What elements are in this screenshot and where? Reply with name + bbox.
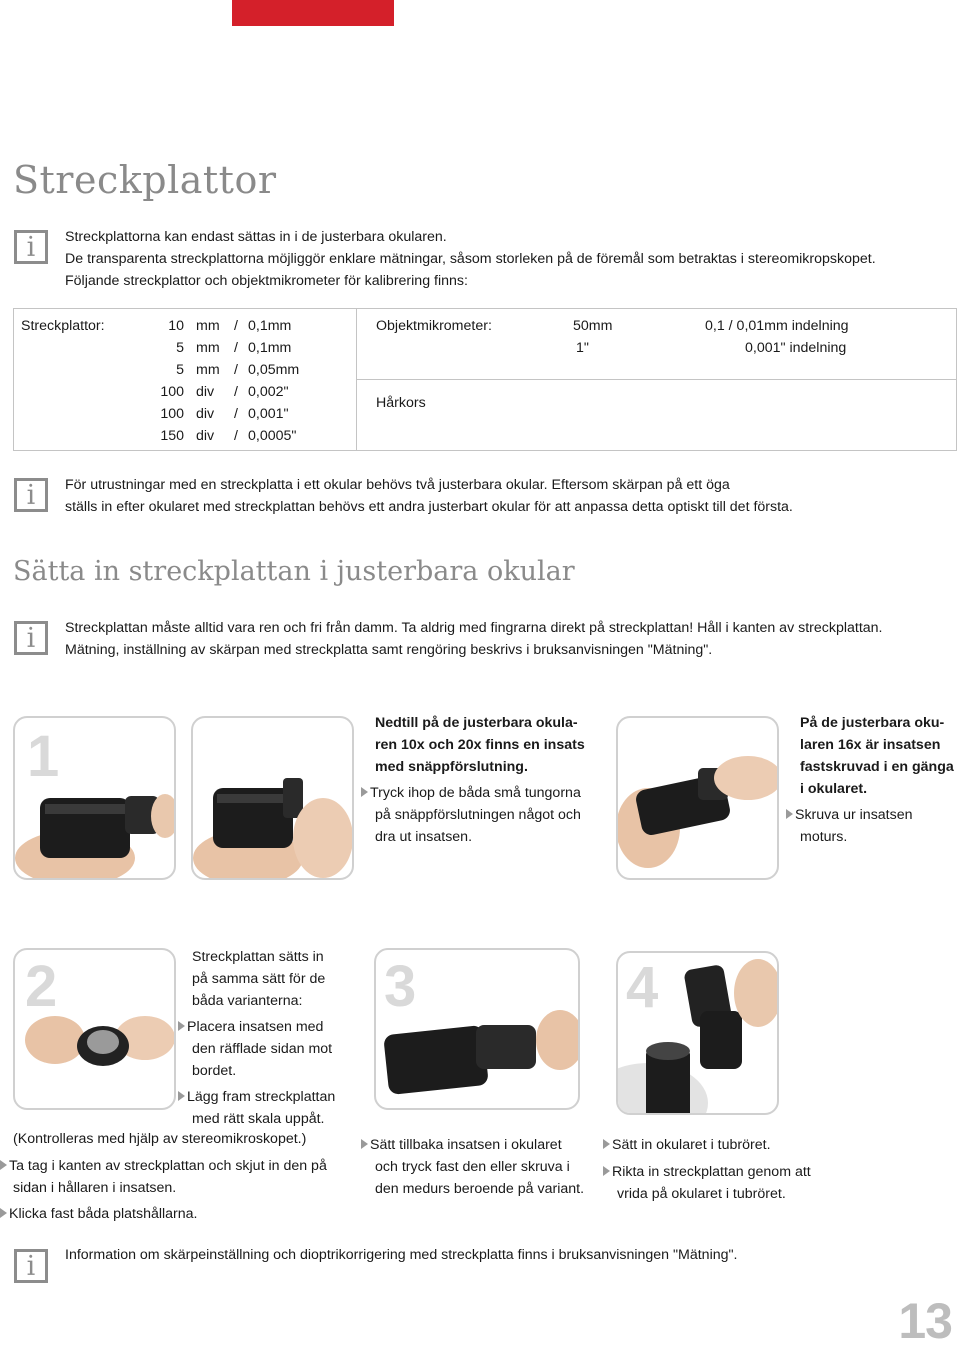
info-text: För utrustningar med en streckplatta i ett okular behövs två justerbara okular. Eftersom skärpan på ett öga ställs in efter okularet med streckplattan behövs ett andra justerbart okular för att anpassa detta optiskt till det första. xyxy=(65,477,793,515)
step1-right-heading: På de justerbara oku- laren 16x är insatsen fastskruvad i en gänga i okularet. xyxy=(800,715,954,797)
eyepiece-hand-illustration xyxy=(193,718,354,880)
micrometer-size: 1" xyxy=(576,340,589,356)
bullet-arrow-icon xyxy=(603,1166,610,1176)
step-number: 1 xyxy=(27,724,60,789)
step2-bullet: Lägg fram streckplattan med rätt skala uppåt. xyxy=(178,1086,335,1130)
bullet-arrow-icon xyxy=(361,787,368,797)
step-number: 3 xyxy=(384,954,417,1019)
info-icon: i xyxy=(14,1249,48,1283)
bullet-arrow-icon xyxy=(603,1139,610,1149)
step2-bullet: Ta tag i kanten av streckplattan och skjut in den på sidan i hållaren i insatsen. xyxy=(0,1155,327,1199)
bullet-arrow-icon xyxy=(786,809,793,819)
step3-bullet: Sätt tillbaka insatsen i okularet och tryck fast den eller skruva i den medurs beroende på variant. xyxy=(361,1134,584,1200)
reticle-row: 5 mm / 0,1mm xyxy=(176,340,292,356)
reticle-row: 10 mm / 0,1mm xyxy=(168,318,292,334)
eyepiece-tube-illustration xyxy=(618,953,779,1115)
info-text: Information om skärpeinställning och dioptrikorrigering med streckplatta finns i bruksanvisningen "Mätning". xyxy=(65,1247,738,1263)
step1-photo-c xyxy=(616,716,779,880)
reticle-row: 150 div / 0,0005" xyxy=(160,428,297,444)
step2-intro: Streckplattan sätts in på samma sätt för de båda varianterna: xyxy=(192,949,326,1009)
section-title: Sätta in streckplattan i justerbara okular xyxy=(13,556,575,587)
page-title: Streckplattor xyxy=(13,158,277,202)
crosshair-label: Hårkors xyxy=(376,395,426,411)
step1-photo-a xyxy=(13,716,176,880)
step-number: 4 xyxy=(626,955,659,1020)
micrometer-size: 50mm xyxy=(573,318,613,334)
step1-heading: Nedtill på de justerbara okula- ren 10x och 20x finns en insats med snäppförslutning. xyxy=(375,715,585,775)
micrometer-value: 0,001" indelning xyxy=(745,340,847,356)
micrometer-value: 0,1 / 0,01mm indelning xyxy=(705,318,849,334)
intro-line: De transparenta streckplattorna möjliggör enklare mätningar, såsom storleken på de föremål som betraktas i stereomikropskopet. xyxy=(65,251,876,267)
table-divider xyxy=(357,379,957,380)
step1-photo-b xyxy=(191,716,354,880)
step2-photo xyxy=(13,948,176,1110)
reticle-row: 5 mm / 0,05mm xyxy=(176,362,300,378)
bullet-arrow-icon xyxy=(361,1139,368,1149)
bullet-arrow-icon xyxy=(178,1091,185,1101)
reticle-list xyxy=(140,315,350,447)
step2-bullet: Klicka fast båda platshållarna. xyxy=(0,1203,198,1225)
step1-right-bullet: Skruva ur insatsen moturs. xyxy=(786,804,913,848)
step4-photo xyxy=(616,951,779,1115)
reticle-insert-illustration xyxy=(15,950,176,1110)
info-icon: i xyxy=(14,621,48,655)
info-text: Streckplattan måste alltid vara ren och fri från damm. Ta aldrig med fingrarna direkt på streckplattan! Håll i kanten av streckplattan. Mätning, inställning av skärpan med streckplatta samt rengöring beskrivs i bruksanvisningen "Mätning". xyxy=(65,620,883,658)
eyepiece-hand-illustration xyxy=(15,718,176,880)
reticle-row: 100 div / 0,001" xyxy=(160,406,289,422)
step2-note: (Kontrolleras med hjälp av stereomikroskopet.) xyxy=(13,1131,307,1147)
intro-text xyxy=(65,226,876,292)
bullet-arrow-icon xyxy=(0,1160,7,1170)
intro-line: Streckplattorna kan endast sättas in i de justerbara okularen. xyxy=(65,229,447,245)
eyepiece-hand-illustration xyxy=(618,718,779,880)
reticles-label: Streckplattor: xyxy=(21,318,105,334)
info-icon: i xyxy=(14,478,48,512)
reticle-row: 100 div / 0,002" xyxy=(160,384,289,400)
step4-bullet: Rikta in streckplattan genom att vrida på okularet i tubröret. xyxy=(603,1161,811,1205)
header-accent-bar xyxy=(232,0,394,26)
bullet-arrow-icon xyxy=(178,1021,185,1031)
step-number: 2 xyxy=(25,954,58,1019)
step4-bullet: Sätt in okularet i tubröret. xyxy=(603,1134,771,1156)
page-number: 13 xyxy=(898,1293,952,1349)
bullet-arrow-icon xyxy=(0,1208,7,1218)
step2-bullet: Placera insatsen med den räfflade sidan mot bordet. xyxy=(178,1016,332,1082)
step3-photo xyxy=(374,948,580,1110)
micrometer-label: Objektmikrometer: xyxy=(376,318,492,334)
intro-line: Följande streckplattor och objektmikrometer för kalibrering finns: xyxy=(65,273,468,289)
step1-bullet: Tryck ihop de båda små tungorna på snäppförslutningen något och dra ut insatsen. xyxy=(361,782,581,848)
info-icon: i xyxy=(14,230,48,264)
eyepiece-insert-illustration xyxy=(376,950,580,1110)
